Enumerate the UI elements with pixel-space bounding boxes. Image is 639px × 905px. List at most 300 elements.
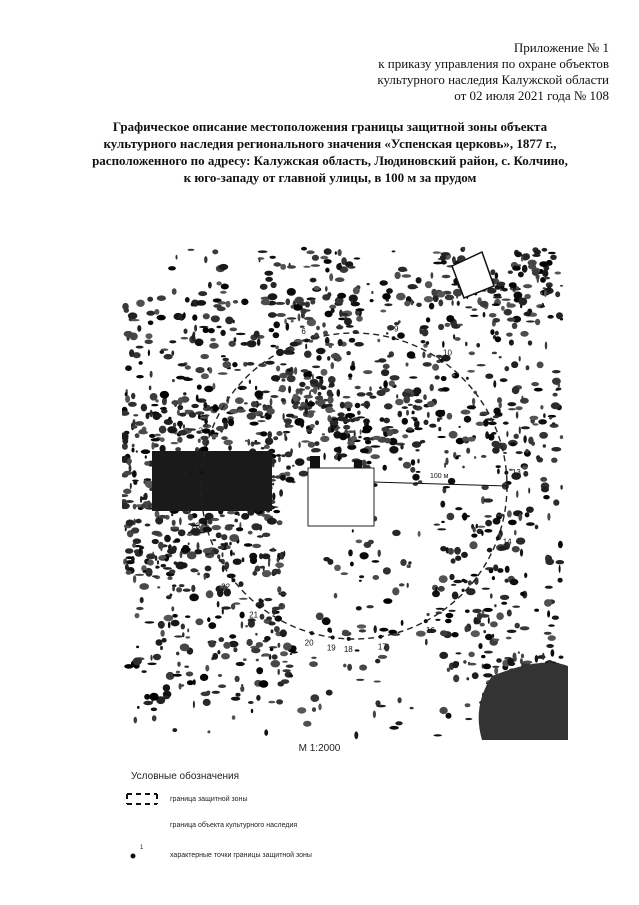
terrain-blob	[268, 622, 275, 626]
terrain-blob	[351, 300, 353, 303]
terrain-blob	[369, 386, 372, 391]
terrain-blob	[471, 630, 480, 637]
terrain-blob	[189, 594, 199, 602]
terrain-blob	[225, 525, 233, 530]
terrain-blob	[168, 622, 171, 629]
terrain-blob	[366, 392, 373, 396]
terrain-blob	[260, 614, 265, 620]
terrain-blob	[493, 296, 502, 299]
terrain-blob	[331, 353, 340, 359]
terrain-blob	[337, 293, 346, 299]
terrain-blob	[245, 440, 249, 442]
terrain-blob	[178, 397, 183, 405]
title-line: к юго-западу от главной улицы, в 100 м за прудом	[183, 170, 477, 185]
terrain-blob	[202, 399, 205, 402]
terrain-blob	[151, 404, 158, 406]
terrain-blob	[443, 486, 450, 488]
terrain-blob	[407, 564, 411, 568]
boundary-point-label: 16	[426, 625, 435, 635]
terrain-blob	[212, 404, 218, 412]
terrain-blob	[379, 386, 382, 389]
terrain-blob	[432, 364, 439, 371]
terrain-blob	[447, 513, 455, 521]
terrain-blob	[131, 393, 135, 399]
terrain-blob	[272, 654, 278, 659]
terrain-blob	[415, 399, 423, 403]
terrain-blob	[193, 701, 195, 709]
terrain-blob	[408, 404, 413, 406]
terrain-blob	[222, 420, 230, 423]
terrain-blob	[231, 604, 235, 610]
terrain-blob	[283, 431, 290, 433]
terrain-blob	[547, 610, 550, 617]
terrain-blob	[149, 693, 158, 701]
terrain-blob	[468, 652, 474, 658]
terrain-blob	[495, 336, 501, 342]
terrain-blob	[420, 441, 423, 445]
terrain-blob	[242, 557, 245, 562]
terrain-blob	[204, 574, 206, 580]
terrain-blob	[496, 658, 502, 663]
terrain-blob	[135, 519, 141, 524]
terrain-blob	[183, 589, 191, 592]
terrain-blob	[145, 524, 151, 527]
terrain-blob	[158, 621, 165, 629]
terrain-blob	[233, 300, 238, 304]
terrain-blob	[327, 292, 331, 297]
terrain-blob	[484, 515, 492, 518]
terrain-blob	[212, 249, 218, 254]
terrain-blob	[465, 306, 472, 308]
terrain-blob	[149, 386, 152, 391]
terrain-blob	[559, 656, 564, 659]
terrain-blob	[219, 637, 225, 642]
terrain-blob	[183, 392, 186, 395]
terrain-blob	[125, 395, 130, 403]
terrain-blob	[262, 391, 270, 394]
terrain-blob	[283, 349, 292, 355]
terrain-blob	[560, 435, 563, 439]
terrain-blob	[499, 402, 502, 409]
terrain-blob	[438, 427, 441, 431]
terrain-blob	[507, 658, 514, 666]
terrain-blob	[316, 348, 326, 354]
terrain-blob	[244, 402, 248, 404]
terrain-blob	[304, 377, 311, 380]
terrain-blob	[509, 282, 517, 288]
terrain-blob	[462, 247, 465, 251]
terrain-blob	[488, 617, 490, 624]
terrain-blob	[447, 668, 450, 672]
terrain-blob	[481, 455, 487, 458]
terrain-blob	[412, 474, 419, 481]
terrain-blob	[126, 520, 135, 527]
terrain-blob	[308, 442, 315, 448]
boundary-point-label: 20	[304, 638, 314, 648]
terrain-blob	[452, 632, 459, 637]
terrain-blob	[316, 376, 323, 379]
terrain-blob	[349, 338, 356, 343]
terrain-blob	[425, 639, 428, 646]
terrain-blob	[287, 375, 296, 382]
terrain-blob	[522, 265, 528, 273]
terrain-blob	[441, 521, 445, 523]
terrain-blob	[330, 420, 339, 426]
terrain-blob	[470, 315, 479, 317]
terrain-blob	[462, 466, 465, 469]
terrain-blob	[356, 679, 364, 681]
terrain-blob	[274, 626, 280, 632]
terrain-blob	[301, 440, 310, 442]
terrain-blob	[370, 445, 380, 447]
terrain-blob	[137, 325, 141, 332]
terrain-blob	[213, 304, 221, 308]
terrain-blob	[544, 277, 550, 280]
terrain-blob	[523, 284, 532, 288]
terrain-blob	[493, 564, 498, 571]
terrain-blob	[492, 352, 497, 355]
terrain-blob	[327, 390, 333, 397]
terrain-blob	[139, 429, 147, 433]
terrain-blob	[407, 351, 416, 358]
terrain-blob	[158, 566, 160, 568]
terrain-blob	[249, 380, 251, 384]
terrain-blob	[217, 301, 226, 304]
terrain-blob	[276, 313, 286, 317]
terrain-blob	[335, 277, 345, 282]
terrain-blob	[466, 677, 469, 680]
terrain-blob	[321, 369, 328, 376]
terrain-blob	[457, 301, 460, 306]
terrain-blob	[136, 346, 144, 349]
terrain-blob	[322, 433, 325, 435]
terrain-blob	[503, 422, 509, 425]
terrain-blob	[135, 421, 144, 426]
terrain-blob	[417, 459, 419, 464]
terrain-blob	[350, 419, 355, 422]
terrain-blob	[508, 520, 517, 526]
terrain-blob	[251, 401, 258, 407]
terrain-blob	[480, 301, 489, 308]
terrain-blob	[356, 606, 362, 610]
terrain-blob	[289, 674, 294, 677]
terrain-blob	[177, 662, 181, 667]
terrain-blob	[504, 366, 509, 371]
terrain-blob	[241, 621, 244, 628]
terrain-blob	[269, 328, 275, 332]
terrain-blob	[386, 332, 389, 334]
terrain-blob	[515, 623, 520, 629]
terrain-blob	[303, 266, 311, 268]
terrain-blob	[254, 331, 260, 338]
terrain-blob	[136, 450, 138, 452]
terrain-blob	[493, 408, 500, 415]
terrain-blob	[171, 620, 180, 627]
terrain-blob	[150, 371, 153, 378]
terrain-blob	[474, 456, 476, 459]
terrain-blob	[182, 632, 184, 637]
terrain-blob	[518, 272, 524, 278]
terrain-blob	[152, 412, 159, 414]
boundary-point-marker	[440, 359, 444, 363]
terrain-blob	[396, 394, 398, 398]
terrain-blob	[442, 275, 451, 279]
terrain-blob	[537, 362, 544, 369]
terrain-blob	[429, 424, 436, 428]
terrain-blob	[255, 633, 257, 636]
terrain-blob	[247, 340, 257, 347]
terrain-blob	[373, 575, 380, 580]
legend-item-zone	[126, 790, 248, 811]
terrain-blob	[491, 441, 499, 448]
terrain-blob	[528, 488, 530, 494]
terrain-blob	[278, 456, 281, 462]
terrain-blob	[467, 405, 476, 409]
terrain-blob	[556, 387, 561, 390]
terrain-blob	[520, 549, 523, 557]
terrain-blob	[449, 574, 454, 580]
terrain-blob	[267, 570, 270, 572]
terrain-blob	[145, 340, 153, 345]
terrain-blob	[312, 374, 314, 381]
terrain-blob	[363, 437, 371, 441]
terrain-blob	[203, 548, 212, 554]
terrain-blob	[523, 661, 533, 664]
terrain-blob	[244, 543, 252, 546]
terrain-blob	[465, 342, 467, 346]
boundary-point-marker	[347, 637, 351, 641]
terrain-blob	[277, 557, 280, 562]
boundary-point-marker	[331, 636, 335, 640]
terrain-blob	[395, 399, 403, 406]
terrain-blob	[158, 515, 167, 519]
terrain-blob	[492, 634, 494, 638]
terrain-blob	[431, 289, 436, 296]
terrain-blob	[215, 615, 222, 618]
terrain-blob	[286, 665, 294, 668]
terrain-blob	[439, 575, 448, 583]
terrain-blob	[325, 343, 334, 346]
terrain-blob	[301, 369, 309, 373]
terrain-blob	[556, 312, 563, 319]
terrain-blob	[534, 249, 541, 254]
terrain-blob	[282, 669, 290, 672]
terrain-blob	[383, 418, 390, 424]
terrain-blob	[294, 367, 297, 375]
terrain-blob	[284, 472, 290, 477]
terrain-blob	[346, 325, 354, 328]
terrain-blob	[311, 448, 321, 452]
terrain-blob	[329, 382, 335, 387]
terrain-blob	[265, 277, 273, 282]
terrain-blob	[555, 272, 562, 275]
terrain-blob	[535, 525, 539, 530]
terrain-blob	[493, 318, 501, 323]
terrain-blob	[157, 560, 159, 564]
terrain-blob	[423, 394, 427, 400]
terrain-blob	[187, 551, 197, 559]
point-marker-icon	[126, 846, 150, 862]
terrain-blob	[304, 395, 313, 399]
terrain-blob	[240, 387, 243, 390]
terrain-blob	[174, 635, 183, 637]
terrain-blob	[398, 697, 402, 703]
terrain-blob	[396, 443, 405, 446]
terrain-blob	[556, 560, 565, 564]
terrain-blob	[542, 653, 545, 660]
terrain-blob	[552, 422, 555, 425]
terrain-blob	[462, 513, 467, 521]
terrain-blob	[501, 299, 510, 301]
terrain-blob	[184, 329, 188, 334]
terrain-blob	[476, 422, 484, 426]
boundary-point-marker	[204, 521, 208, 525]
terrain-blob	[262, 570, 271, 577]
terrain-blob	[152, 539, 159, 544]
terrain-blob	[431, 272, 434, 279]
terrain-blob	[239, 598, 248, 600]
terrain-blob	[223, 361, 232, 368]
terrain-blob	[297, 707, 306, 713]
legend-marker-number: 1	[140, 845, 144, 851]
terrain-blob	[473, 527, 476, 533]
terrain-blob	[160, 545, 162, 552]
terrain-blob	[148, 350, 150, 357]
terrain-blob	[276, 366, 280, 372]
terrain-blob	[461, 552, 468, 558]
terrain-blob	[453, 580, 462, 584]
terrain-blob	[507, 630, 517, 633]
terrain-blob	[480, 623, 485, 627]
terrain-blob	[360, 448, 369, 453]
terrain-blob	[440, 630, 448, 636]
terrain-blob	[272, 475, 275, 478]
terrain-blob	[481, 531, 483, 536]
terrain-blob	[164, 615, 174, 622]
terrain-blob	[281, 679, 289, 684]
terrain-blob	[455, 507, 462, 510]
terrain-blob	[146, 569, 153, 577]
terrain-blob	[291, 320, 294, 322]
terrain-blob	[534, 388, 543, 392]
terrain-blob	[560, 285, 563, 287]
terrain-blob	[167, 576, 172, 580]
terrain-blob	[188, 542, 190, 545]
terrain-blob	[151, 708, 157, 712]
terrain-blob	[357, 624, 367, 628]
boundary-point-label: 3	[198, 426, 204, 436]
terrain-blob	[123, 489, 131, 495]
terrain-blob	[173, 423, 176, 428]
terrain-blob	[525, 449, 528, 453]
terrain-blob	[131, 448, 134, 453]
terrain-blob	[326, 690, 333, 696]
terrain-blob	[181, 337, 189, 340]
terrain-blob	[331, 308, 335, 313]
terrain-blob	[501, 602, 507, 605]
terrain-blob	[377, 339, 380, 342]
terrain-blob	[491, 432, 496, 435]
terrain-blob	[494, 667, 498, 675]
terrain-blob	[240, 686, 244, 692]
terrain-blob	[374, 625, 377, 633]
terrain-blob	[522, 465, 528, 469]
terrain-blob	[220, 330, 225, 336]
terrain-blob	[133, 575, 136, 583]
terrain-blob	[406, 410, 409, 416]
terrain-blob	[207, 730, 210, 733]
terrain-blob	[508, 270, 513, 274]
terrain-blob	[496, 612, 504, 620]
terrain-blob	[265, 437, 273, 445]
building-mark	[354, 460, 362, 468]
terrain-blob	[425, 281, 432, 288]
terrain-blob	[327, 396, 333, 404]
terrain-blob	[534, 609, 539, 612]
terrain-blob	[283, 413, 285, 420]
terrain-blob	[124, 331, 133, 337]
terrain-blob	[469, 351, 475, 355]
terrain-blob	[435, 619, 440, 621]
terrain-blob	[185, 615, 190, 618]
terrain-blob	[238, 513, 240, 516]
terrain-blob	[414, 427, 423, 430]
terrain-blob	[339, 310, 342, 318]
terrain-blob	[169, 569, 175, 573]
terrain-blob	[380, 310, 386, 313]
terrain-blob	[229, 534, 239, 542]
terrain-blob	[236, 409, 246, 413]
terrain-blob	[218, 372, 228, 375]
terrain-blob	[178, 430, 187, 436]
terrain-blob	[480, 614, 489, 618]
terrain-blob	[260, 431, 267, 436]
terrain-blob	[176, 587, 182, 592]
terrain-blob	[414, 394, 420, 397]
terrain-blob	[422, 351, 425, 358]
terrain-blob	[191, 585, 195, 592]
terrain-blob	[208, 328, 215, 333]
terrain-blob	[465, 718, 472, 720]
terrain-blob	[312, 366, 320, 369]
terrain-blob	[154, 309, 159, 315]
terrain-blob	[251, 648, 260, 654]
terrain-blob	[216, 426, 224, 431]
terrain-blob	[180, 684, 184, 686]
terrain-blob	[525, 512, 530, 517]
terrain-blob	[492, 639, 499, 642]
terrain-blob	[423, 362, 432, 367]
terrain-blob	[410, 707, 414, 709]
terrain-blob	[552, 616, 559, 620]
terrain-blob	[189, 412, 196, 418]
terrain-blob	[327, 415, 331, 422]
terrain-blob	[380, 280, 388, 285]
terrain-blob	[208, 640, 215, 647]
terrain-blob	[327, 356, 330, 361]
terrain-blob	[407, 427, 413, 431]
terrain-blob	[519, 426, 521, 434]
terrain-blob	[204, 386, 213, 393]
terrain-blob	[280, 629, 287, 637]
terrain-blob	[323, 453, 325, 460]
terrain-blob	[439, 417, 443, 420]
terrain-blob	[339, 433, 347, 441]
terrain-blob	[273, 262, 281, 266]
terrain-blob	[538, 419, 547, 424]
terrain-blob	[267, 518, 277, 525]
terrain-blob	[420, 325, 429, 329]
